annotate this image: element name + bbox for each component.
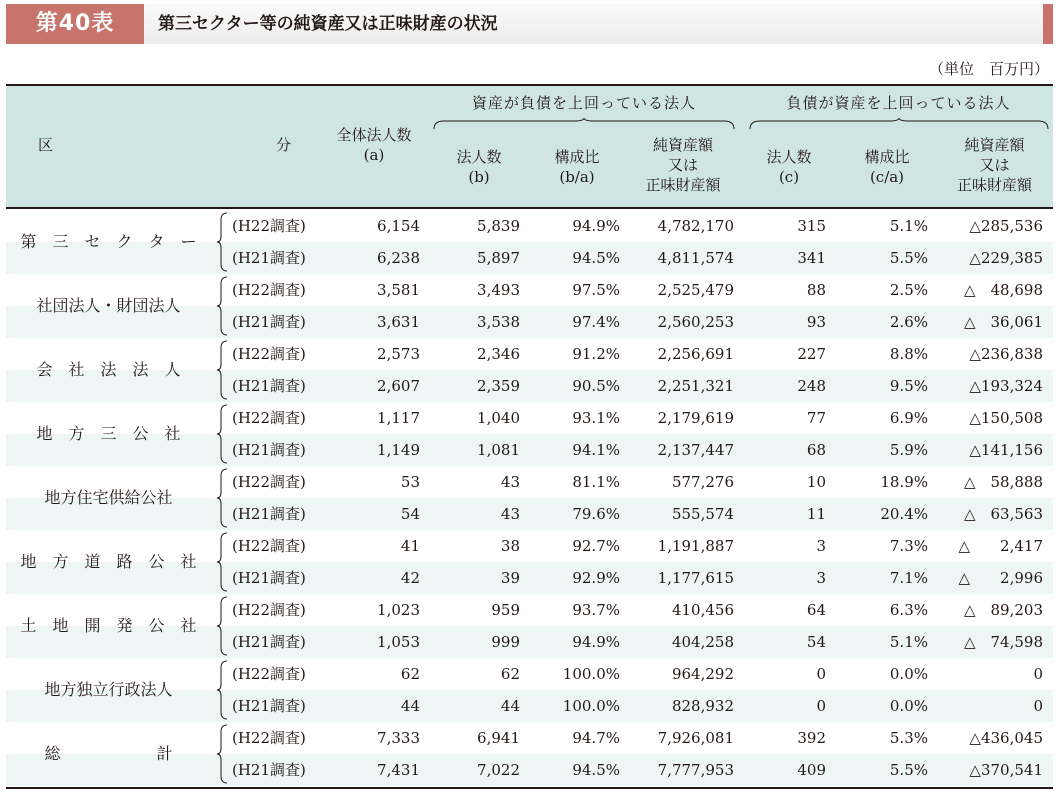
asset-count-cell: 62 xyxy=(500,665,520,683)
debt-count-cell: 392 xyxy=(797,729,826,747)
header-debt-group: 負債が資産を上回っている法人 xyxy=(786,94,1011,112)
asset-ratio-cell: 92.9% xyxy=(572,569,620,587)
debt-count-cell: 77 xyxy=(806,409,826,427)
debt-ratio-cell: 8.8% xyxy=(889,345,928,363)
category-label: 地 方 三 公 社 xyxy=(36,424,181,443)
asset-ratio-cell: 93.1% xyxy=(572,409,620,427)
category-brace xyxy=(216,212,228,272)
debt-ratio-cell: 20.4% xyxy=(880,505,928,523)
category-brace xyxy=(216,276,228,336)
asset-net-cell: 2,560,253 xyxy=(657,313,734,331)
debt-ratio-cell: 5.1% xyxy=(889,633,928,651)
asset-ratio-cell: 91.2% xyxy=(572,345,620,363)
asset-ratio-cell: 94.1% xyxy=(572,441,620,459)
asset-net-cell: 4,782,170 xyxy=(657,217,734,235)
debt-net-cell: △236,838 xyxy=(969,345,1043,363)
header-debt-count-sub: (c) xyxy=(778,168,800,186)
header-bun: 分 xyxy=(276,136,292,154)
total-count-cell: 7,333 xyxy=(377,729,420,747)
asset-net-cell: 2,179,619 xyxy=(657,409,734,427)
survey-cell: (H21調査) xyxy=(232,441,306,459)
debt-count-cell: 227 xyxy=(797,345,826,363)
debt-count-cell: 3 xyxy=(816,569,826,587)
asset-ratio-cell: 94.5% xyxy=(572,761,620,779)
survey-cell: (H21調査) xyxy=(232,761,306,779)
debt-net-cell: △229,385 xyxy=(969,249,1043,267)
header-debt-net3: 正味財産額 xyxy=(956,176,1032,194)
debt-net-cell: △285,536 xyxy=(969,217,1043,235)
header-asset-count-sub: (b) xyxy=(468,168,490,186)
survey-cell: (H22調査) xyxy=(232,537,306,555)
asset-net-cell: 2,251,321 xyxy=(657,377,734,395)
survey-cell: (H21調査) xyxy=(232,313,306,331)
debt-count-cell: 93 xyxy=(806,313,826,331)
category-brace xyxy=(216,340,228,400)
debt-net-cell: △150,508 xyxy=(969,409,1043,427)
asset-count-cell: 3,538 xyxy=(477,313,520,331)
asset-net-cell: 2,525,479 xyxy=(657,281,734,299)
survey-cell: (H22調査) xyxy=(232,217,306,235)
total-count-cell: 62 xyxy=(400,665,420,683)
survey-cell: (H22調査) xyxy=(232,345,306,363)
category-label: 地方独立行政法人 xyxy=(44,680,173,699)
debt-count-cell: 64 xyxy=(806,601,826,619)
asset-ratio-cell: 97.4% xyxy=(572,313,620,331)
asset-ratio-cell: 90.5% xyxy=(572,377,620,395)
total-count-cell: 3,631 xyxy=(377,313,420,331)
debt-ratio-cell: 7.1% xyxy=(889,569,928,587)
debt-ratio-cell: 2.5% xyxy=(889,281,928,299)
debt-net-cell: △141,156 xyxy=(969,441,1043,459)
debt-net-cell: △ 2,996 xyxy=(958,569,1043,587)
total-count-cell: 44 xyxy=(400,697,420,715)
total-count-cell: 7,431 xyxy=(377,761,420,779)
debt-count-cell: 0 xyxy=(816,697,826,715)
asset-count-cell: 5,897 xyxy=(477,249,520,267)
table-header-rule xyxy=(6,207,1053,209)
debt-ratio-cell: 7.3% xyxy=(889,537,928,555)
asset-count-cell: 39 xyxy=(500,569,520,587)
banner-accent-bar xyxy=(1043,4,1053,44)
debt-net-cell: △ 58,888 xyxy=(963,473,1043,491)
debt-ratio-cell: 5.1% xyxy=(889,217,928,235)
debt-ratio-cell: 5.3% xyxy=(889,729,928,747)
total-count-cell: 3,581 xyxy=(377,281,420,299)
category-brace xyxy=(216,596,228,656)
asset-count-cell: 44 xyxy=(500,697,520,715)
category-label: 土 地 開 発 公 社 xyxy=(20,616,197,635)
debt-net-cell: △ 36,061 xyxy=(963,313,1043,331)
header-asset-ratio: 構成比 xyxy=(554,148,600,166)
total-count-cell: 2,607 xyxy=(377,377,420,395)
survey-cell: (H21調査) xyxy=(232,569,306,587)
header-debt-count: 法人数 xyxy=(766,148,812,166)
total-count-cell: 1,023 xyxy=(377,601,420,619)
category-label: 社団法人・財団法人 xyxy=(36,296,181,315)
debt-count-cell: 315 xyxy=(797,217,826,235)
survey-cell: (H22調査) xyxy=(232,729,306,747)
debt-count-cell: 88 xyxy=(806,281,826,299)
asset-count-cell: 1,081 xyxy=(477,441,520,459)
debt-count-cell: 54 xyxy=(806,633,826,651)
asset-group-brace xyxy=(432,118,736,130)
asset-net-cell: 1,177,615 xyxy=(657,569,734,587)
survey-cell: (H22調査) xyxy=(232,601,306,619)
asset-net-cell: 2,137,447 xyxy=(657,441,734,459)
header-debt-ratio-sub: (c/a) xyxy=(869,168,905,186)
total-count-cell: 1,117 xyxy=(377,409,420,427)
total-count-cell: 41 xyxy=(400,537,420,555)
debt-ratio-cell: 9.5% xyxy=(889,377,928,395)
table-number: 第40表 xyxy=(35,11,115,36)
debt-net-cell: 0 xyxy=(1033,697,1043,715)
debt-count-cell: 11 xyxy=(806,505,826,523)
header-asset-ratio-sub: (b/a) xyxy=(559,168,595,186)
header-asset-group: 資産が負債を上回っている法人 xyxy=(471,94,696,112)
header-total-sub: (a) xyxy=(363,146,385,164)
asset-count-cell: 2,346 xyxy=(477,345,520,363)
survey-cell: (H21調査) xyxy=(232,377,306,395)
asset-net-cell: 577,276 xyxy=(671,473,734,491)
debt-count-cell: 0 xyxy=(816,665,826,683)
header-asset-net1: 純資産額 xyxy=(652,136,713,154)
debt-ratio-cell: 5.5% xyxy=(889,761,928,779)
asset-ratio-cell: 94.7% xyxy=(572,729,620,747)
debt-ratio-cell: 5.5% xyxy=(889,249,928,267)
survey-cell: (H21調査) xyxy=(232,697,306,715)
header-asset-net3: 正味財産額 xyxy=(645,176,721,194)
table-title: 第三セクター等の純資産又は正味財産の状況 xyxy=(158,14,498,34)
debt-net-cell: △ 89,203 xyxy=(963,601,1043,619)
asset-ratio-cell: 94.9% xyxy=(572,217,620,235)
category-label: 地 方 道 路 公 社 xyxy=(20,552,197,571)
asset-net-cell: 2,256,691 xyxy=(657,345,734,363)
category-label: 地方住宅供給公社 xyxy=(44,488,173,507)
asset-count-cell: 959 xyxy=(491,601,520,619)
debt-net-cell: △ 48,698 xyxy=(963,281,1043,299)
asset-count-cell: 38 xyxy=(500,537,520,555)
asset-net-cell: 964,292 xyxy=(671,665,734,683)
header-total: 全体法人数 xyxy=(336,126,412,144)
asset-count-cell: 2,359 xyxy=(477,377,520,395)
category-label: 第 三 セ ク タ ー xyxy=(20,232,197,251)
total-count-cell: 6,154 xyxy=(377,217,420,235)
category-brace xyxy=(216,468,228,528)
total-count-cell: 2,573 xyxy=(377,345,420,363)
total-count-cell: 1,149 xyxy=(377,441,420,459)
survey-cell: (H22調査) xyxy=(232,665,306,683)
asset-count-cell: 1,040 xyxy=(477,409,520,427)
header-asset-count: 法人数 xyxy=(456,148,502,166)
debt-count-cell: 409 xyxy=(797,761,826,779)
total-count-cell: 53 xyxy=(400,473,420,491)
asset-ratio-cell: 92.7% xyxy=(572,537,620,555)
debt-ratio-cell: 2.6% xyxy=(889,313,928,331)
category-brace xyxy=(216,724,228,784)
debt-count-cell: 3 xyxy=(816,537,826,555)
asset-ratio-cell: 97.5% xyxy=(572,281,620,299)
debt-group-brace xyxy=(748,118,1050,130)
debt-count-cell: 341 xyxy=(797,249,826,267)
asset-net-cell: 404,258 xyxy=(671,633,734,651)
asset-ratio-cell: 94.9% xyxy=(572,633,620,651)
asset-count-cell: 7,022 xyxy=(477,761,520,779)
asset-ratio-cell: 94.5% xyxy=(572,249,620,267)
debt-net-cell: △ 63,563 xyxy=(963,505,1043,523)
asset-ratio-cell: 79.6% xyxy=(572,505,620,523)
asset-count-cell: 5,839 xyxy=(477,217,520,235)
header-debt-ratio: 構成比 xyxy=(864,148,910,166)
debt-ratio-cell: 6.3% xyxy=(889,601,928,619)
debt-ratio-cell: 0.0% xyxy=(889,697,928,715)
debt-ratio-cell: 0.0% xyxy=(889,665,928,683)
asset-net-cell: 828,932 xyxy=(671,697,734,715)
survey-cell: (H22調査) xyxy=(232,473,306,491)
category-brace xyxy=(216,532,228,592)
asset-net-cell: 7,777,953 xyxy=(657,761,734,779)
table-title-banner xyxy=(6,4,1053,44)
debt-net-cell: △ 2,417 xyxy=(958,537,1043,555)
survey-cell: (H22調査) xyxy=(232,281,306,299)
survey-cell: (H22調査) xyxy=(232,409,306,427)
asset-ratio-cell: 100.0% xyxy=(562,697,620,715)
debt-net-cell: △193,324 xyxy=(969,377,1043,395)
asset-count-cell: 6,941 xyxy=(477,729,520,747)
header-debt-net1: 純資産額 xyxy=(964,136,1025,154)
asset-count-cell: 43 xyxy=(500,505,520,523)
table-header xyxy=(6,86,1053,207)
category-label: 総 計 xyxy=(44,744,173,763)
debt-net-cell: 0 xyxy=(1033,665,1043,683)
header-debt-net2: 又は xyxy=(979,156,1010,174)
unit-label: （単位 百万円） xyxy=(928,60,1049,78)
asset-ratio-cell: 81.1% xyxy=(572,473,620,491)
header-asset-net2: 又は xyxy=(667,156,698,174)
category-brace xyxy=(216,660,228,720)
category-brace xyxy=(216,404,228,464)
asset-count-cell: 3,493 xyxy=(477,281,520,299)
asset-net-cell: 4,811,574 xyxy=(657,249,734,267)
debt-ratio-cell: 18.9% xyxy=(880,473,928,491)
asset-net-cell: 1,191,887 xyxy=(657,537,734,555)
total-count-cell: 1,053 xyxy=(377,633,420,651)
survey-cell: (H21調査) xyxy=(232,633,306,651)
debt-net-cell: △ 74,598 xyxy=(963,633,1043,651)
debt-count-cell: 10 xyxy=(806,473,826,491)
survey-cell: (H21調査) xyxy=(232,249,306,267)
total-count-cell: 54 xyxy=(400,505,420,523)
asset-net-cell: 555,574 xyxy=(671,505,734,523)
asset-ratio-cell: 100.0% xyxy=(562,665,620,683)
total-count-cell: 6,238 xyxy=(377,249,420,267)
debt-ratio-cell: 5.9% xyxy=(889,441,928,459)
header-ku: 区 xyxy=(38,136,54,154)
asset-net-cell: 410,456 xyxy=(671,601,734,619)
debt-count-cell: 68 xyxy=(806,441,826,459)
debt-ratio-cell: 6.9% xyxy=(889,409,928,427)
debt-net-cell: △436,045 xyxy=(969,729,1043,747)
total-count-cell: 42 xyxy=(400,569,420,587)
debt-count-cell: 248 xyxy=(797,377,826,395)
asset-net-cell: 7,926,081 xyxy=(657,729,734,747)
category-label: 会 社 法 法 人 xyxy=(36,360,181,379)
asset-count-cell: 43 xyxy=(500,473,520,491)
asset-count-cell: 999 xyxy=(491,633,520,651)
asset-ratio-cell: 93.7% xyxy=(572,601,620,619)
survey-cell: (H21調査) xyxy=(232,505,306,523)
table-bottom-rule xyxy=(6,787,1053,789)
debt-net-cell: △370,541 xyxy=(969,761,1043,779)
